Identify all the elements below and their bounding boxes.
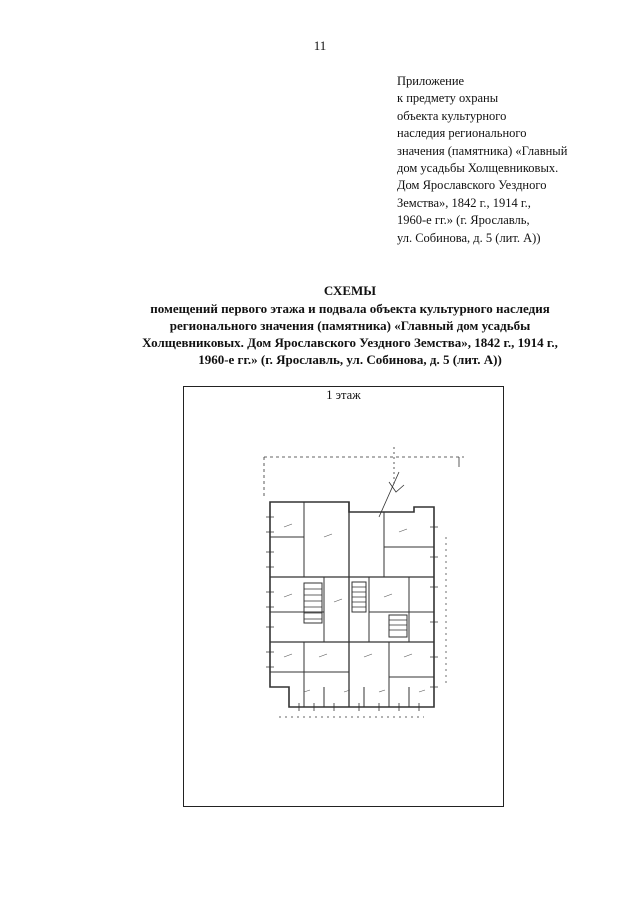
floor-label: 1 этаж: [326, 388, 361, 402]
document-title: [60, 282, 640, 368]
title-line: Холщевниковых. Дом Ярославского Уездного Земства», 1842 г., 1914 г.,: [142, 335, 558, 350]
appendix-line: наследия регионального: [397, 126, 527, 141]
appendix-line: ул. Собинова, д. 5 (лит. А)): [397, 230, 541, 245]
floor-plan-frame: [183, 386, 504, 807]
appendix-line: дом усадьбы Холщевниковых.: [397, 161, 559, 176]
appendix-line: к предмету охраны: [397, 91, 499, 106]
title-heading: СХЕМЫ: [323, 283, 377, 298]
title-line: регионального значения (памятника) «Главный дом усадьбы: [169, 318, 531, 333]
floor-plan-drawing: [184, 387, 503, 806]
appendix-line: Земства», 1842 г., 1914 г.,: [397, 195, 531, 210]
appendix-line: значения (памятника) «Главный: [397, 143, 568, 158]
title-line: 1960-е гг.» (г. Ярославль, ул. Собинова, д. 5 (лит. А)): [198, 352, 502, 367]
appendix-line: Приложение: [397, 74, 465, 88]
title-line: помещений первого этажа и подвала объекта культурного наследия: [150, 301, 550, 316]
page-number: 11: [313, 38, 327, 53]
appendix-line: 1960-е гг.» (г. Ярославль,: [397, 213, 530, 228]
appendix-line: объекта культурного: [397, 108, 507, 123]
appendix-note: [397, 73, 637, 247]
appendix-line: Дом Ярославского Уездного: [397, 178, 547, 193]
